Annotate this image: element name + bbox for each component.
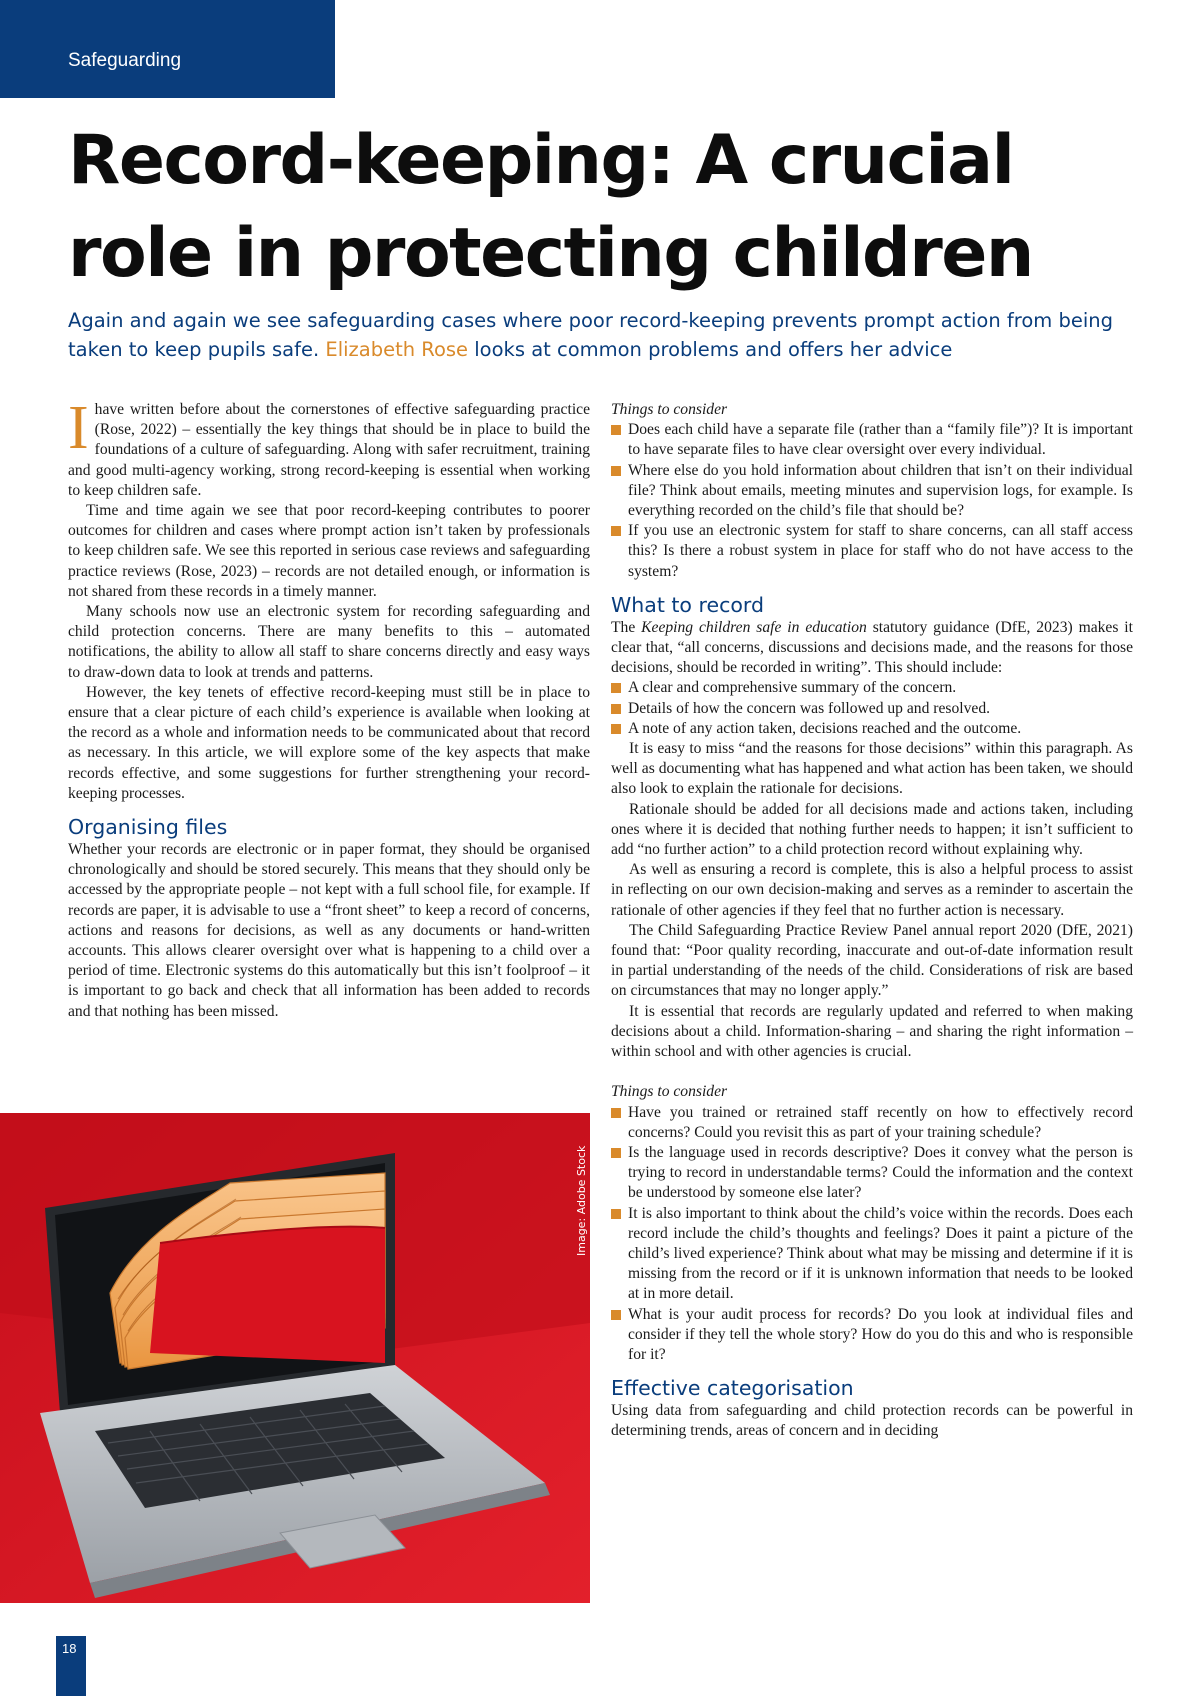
image-credit-text: Image: Adobe Stock <box>575 1145 588 1256</box>
standfirst-text-end: looks at common problems and offers her advice <box>468 338 953 361</box>
drop-cap: I <box>68 394 89 462</box>
spacer <box>611 1062 1133 1082</box>
paragraph: The Child Safeguarding Practice Review Panel annual report 2020 (DfE, 2021) found that: “Poor quality recording, inaccurate and out-of-date information result in partial understanding of the needs of the child. Considerations of risk are based on circumstances that may no longer apply.” <box>611 921 1133 1000</box>
author-name: Elizabeth Rose <box>325 338 469 361</box>
article-title: Record-keeping: A crucial role in protecting children <box>68 121 1033 293</box>
square-bullet-icon <box>611 704 621 714</box>
consider-list <box>611 1103 1133 1366</box>
image-credit <box>560 1128 588 1268</box>
paragraph: Using data from safeguarding and child protection records can be powerful in determining trends, areas of concern and in deciding <box>611 1402 1133 1440</box>
list-item-text: A clear and comprehensive summary of the concern. <box>628 679 957 697</box>
square-bullet-icon <box>611 425 621 435</box>
list-item-text: Details of how the concern was followed up and resolved. <box>628 699 991 717</box>
consider-list <box>611 420 1133 582</box>
paragraph: It is easy to miss “and the reasons for those decisions” within this paragraph. As well as documenting what has happened and what action has been taken, we should also look to explain the rationale for decisions. <box>611 740 1133 798</box>
paragraph-text: The <box>611 618 642 636</box>
heading-what-to-record: What to record <box>611 592 764 617</box>
list-item-text: A note of any action taken, decisions reached and the outcome. <box>628 719 1022 737</box>
laptop-illustration <box>0 1113 590 1603</box>
list-item <box>611 719 1133 739</box>
things-to-consider-label: Things to consider <box>611 401 728 418</box>
heading-effective-categorisation: Effective categorisation <box>611 1376 854 1401</box>
list-item-text: What is your audit process for records? Do you look at individual files and consider if they tell the whole story? How do you do this and who is responsible for it? <box>628 1305 1133 1363</box>
square-bullet-icon <box>611 526 621 536</box>
paragraph-text: have written before about the cornerstones of effective safeguarding practice (Rose, 2022) – essentially the key things that should be in place to build the foundations of a culture of safeguarding. Along with safer recruitment, training and good multi-agency working, strong record-keeping is essential when working to keep children safe. <box>68 401 590 499</box>
square-bullet-icon <box>611 683 621 693</box>
list-item <box>611 1143 1133 1204</box>
paragraph <box>68 394 590 501</box>
list-item <box>611 461 1133 522</box>
standfirst-text: Again and again we see safeguarding cases where poor record-keeping prevents prompt action from being taken to keep pupils safe. <box>68 309 1114 361</box>
things-to-consider-label: Things to consider <box>611 1083 728 1101</box>
paragraph <box>611 618 1133 679</box>
heading-organising-files: Organising files <box>68 815 228 840</box>
right-column <box>611 400 1133 1442</box>
paragraph: As well as ensuring a record is complete, this is also a helpful process to assist in reflecting on our own decision-making and serves as a reminder to ascertain the rationale of other agencies if they feel that no further action is necessary. <box>611 861 1133 919</box>
standfirst <box>68 306 1148 364</box>
list-item <box>611 1204 1133 1305</box>
list-item-text: Is the language used in records descriptive? Does it convey what the person is trying to record in understandable terms? Could the information and the context be understood by someone else later? <box>628 1143 1133 1202</box>
list-item <box>611 521 1133 582</box>
list-item <box>611 420 1133 460</box>
square-bullet-icon <box>611 1209 621 1219</box>
paragraph: It is essential that records are regularly updated and referred to when making decisions about a child. Information-sharing – and sharing the right information – within school and with other agencies is crucial. <box>611 1002 1133 1061</box>
list-item-text: If you use an electronic system for staff to share concerns, can all staff access this? Is there a robust system in place for staff who do not have access to the system? <box>628 522 1133 580</box>
square-bullet-icon <box>611 1310 621 1320</box>
section-label: Safeguarding <box>68 50 182 71</box>
paragraph: However, the key tenets of effective record-keeping must still be in place to ensure that a clear picture of each child’s experience is available when looking at the record as a whole and information needs to be communicated about that record as necessary. In this article, we will explore some of the key aspects that make records effective, and some suggestions for further strengthening your record-keeping processes. <box>68 683 590 802</box>
paragraph-text: statutory guidance (DfE, 2023) makes it clear that, “all concerns, discussions and decisions made, and the reasons for those decisions, should be recorded in writing”. This should include: <box>611 618 1133 677</box>
list-item <box>611 678 1133 698</box>
square-bullet-icon <box>611 724 621 734</box>
list-item <box>611 699 1133 719</box>
square-bullet-icon <box>611 1108 621 1118</box>
paragraph: Rationale should be added for all decisions made and actions taken, including ones where it is decided that nothing further needs to happen; it isn’t sufficient to add “no further action” to a child protection record without explaining why. <box>611 800 1133 859</box>
guidance-title: Keeping children safe in education <box>641 618 867 636</box>
paragraph: Whether your records are electronic or in paper format, they should be organised chronologically and should be stored securely. This means that they should only be accessed by the appropriate people – not kept with a full school file, for example. If records are paper, it is advisable to use a “front sheet” to keep a record of concerns, actions and reasons for decisions, as well as any documents or hand-written accounts. This allows clearer oversight over what is happening to a child over a period of time. Electronic systems do this automatically but this isn’t foolproof – it is important to go back and check that all information has been added to records and that nothing has been missed. <box>68 841 590 1020</box>
list-item-text: It is also important to think about the child’s voice within the records. Does each record include the child’s thoughts and feelings? Does it paint a picture of the child’s lived experience? Think about what may be missing and determine if it is missing from the record or if it is unknown information that needs to be looked at in more detail. <box>628 1204 1133 1303</box>
square-bullet-icon <box>611 466 621 476</box>
include-list <box>611 678 1133 739</box>
list-item <box>611 1305 1133 1366</box>
list-item-text: Where else do you hold information about children that isn’t on their individual file? Think about emails, meeting minutes and supervision logs, for example. Is everything recorded on the child’s file that should be? <box>628 461 1133 520</box>
left-column <box>68 394 590 1022</box>
list-item <box>611 1103 1133 1143</box>
laptop-with-folders-image <box>0 1113 590 1603</box>
list-item-text: Have you trained or retrained staff recently on how to effectively record concerns? Could you revisit this as part of your training schedule? <box>628 1103 1133 1141</box>
section-tab <box>0 0 335 98</box>
list-item-text: Does each child have a separate file (rather than a “family file”)? It is important to have separate files to have clear oversight over every individual. <box>628 421 1133 459</box>
square-bullet-icon <box>611 1148 621 1158</box>
paragraph: Time and time again we see that poor record-keeping contributes to poorer outcomes for children and cases where prompt action isn’t taken by professionals to keep children safe. We see this reported in serious case reviews and safeguarding practice reviews (Rose, 2023) – records are not detailed enough, or information is not shared from these records in a timely manner. <box>68 502 590 600</box>
page-number: 18 <box>62 1641 77 1656</box>
page-number-bar <box>56 1636 86 1696</box>
paragraph: Many schools now use an electronic system for recording safeguarding and child protection concerns. There are many benefits to this – automated notifications, the ability to allow all staff to share concerns directly and easy ways to draw-down data to look at trends and patterns. <box>68 603 590 681</box>
